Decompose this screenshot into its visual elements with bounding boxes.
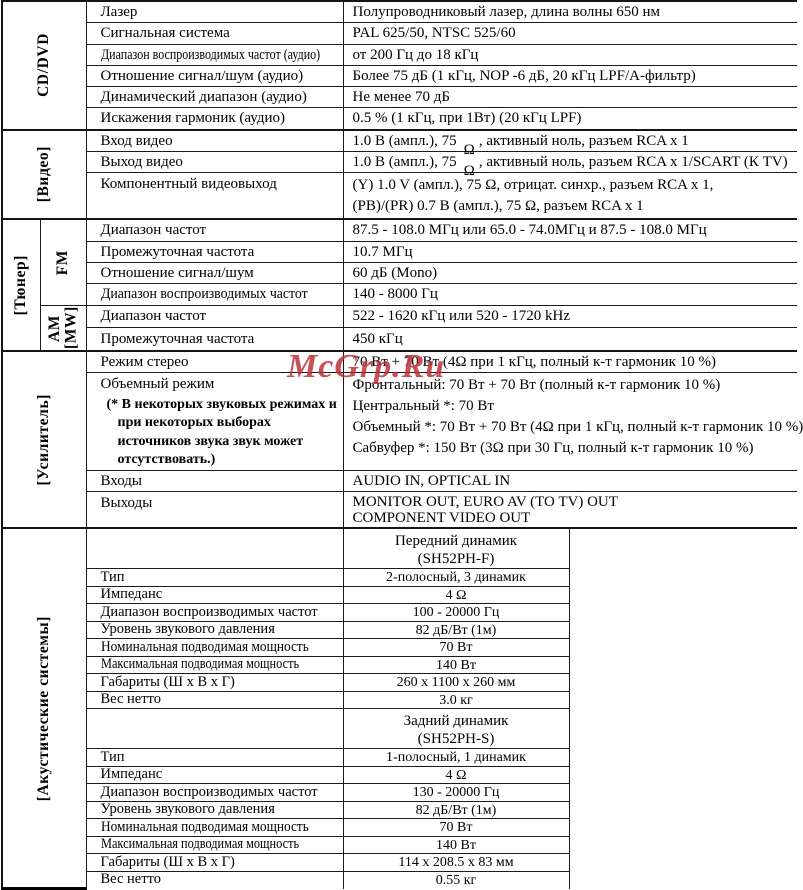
spec-value: Не менее 70 дБ (343, 87, 797, 108)
table-row (2, 784, 797, 802)
table-row (2, 219, 797, 241)
spec-value: 82 дБ/Вт (1м) (343, 622, 569, 639)
spec-param: Компонентный видеовыход (86, 173, 343, 220)
spec-param: Вход видео (86, 130, 343, 152)
spec-param: Импеданс (86, 587, 343, 604)
table-row (2, 87, 797, 108)
spec-value: Полупроводниковый лазер, длина волны 650 нм (343, 1, 797, 23)
spec-value: 2-полосный, 3 динамик (343, 569, 569, 587)
spec-param: Вес нетто (86, 872, 343, 889)
table-row (2, 305, 797, 327)
spec-value: 3.0 кг (343, 692, 569, 709)
spec-param: Выходы (86, 492, 343, 529)
spec-param: Уровень звукового давления (86, 622, 343, 639)
spec-value: 0.5 % (1 кГц, при 1Вт) (20 кГц LPF) (343, 108, 797, 130)
table-row (2, 44, 797, 65)
band-label-fm: FM (40, 219, 86, 305)
spec-value: 1.0 В (ампл.), 75Ω, активный ноль, разъем RCA x 1/SCART (К TV) (343, 152, 797, 173)
spec-value: 522 - 1620 кГц или 520 - 1720 kHz (343, 305, 797, 327)
spec-param: Тип (86, 749, 343, 767)
spec-param: Режим стерео (86, 351, 343, 373)
table-row (2, 262, 797, 283)
spec-param: Отношение сигнал/шум (аудио) (86, 65, 343, 86)
amplifier-note: (* В некоторых звуковых режимах и при некоторых выборах источников звука звук может отсутствовать.) (106, 397, 337, 467)
table-row (2, 709, 797, 749)
spec-param-empty (86, 709, 343, 749)
spec-value: 140 Вт (343, 837, 569, 854)
spec-value: 70 Вт (343, 819, 569, 837)
spec-value: 450 кГц (343, 328, 797, 351)
spec-param: Габариты (Ш x В x Г) (86, 674, 343, 692)
spec-value: 87.5 - 108.0 МГц или 65.0 - 74.0МГц и 87.5 - 108.0 МГц (343, 219, 797, 241)
spec-param: Габариты (Ш x В x Г) (86, 854, 343, 872)
spec-value: PAL 625/50, NTSC 525/60 (343, 23, 797, 44)
spec-param: Максимальная подводимая мощность (86, 657, 343, 674)
spec-value: AUDIO IN, OPTICAL IN (343, 470, 797, 491)
table-row (2, 152, 797, 173)
spec-value: от 200 Гц до 18 кГц (343, 44, 797, 65)
spec-param: Номинальная подводимая мощность (86, 639, 343, 657)
spec-param: Максимальная подводимая мощность (86, 837, 343, 854)
table-row (2, 622, 797, 639)
spec-value: 60 дБ (Mono) (343, 262, 797, 283)
table-row (2, 604, 797, 622)
spec-param: Выход видео (86, 152, 343, 173)
table-row (2, 657, 797, 674)
section-label-cd-dvd: CD/DVD (2, 1, 86, 130)
table-row (2, 569, 797, 587)
spec-param: Диапазон частот (86, 305, 343, 327)
spec-param: Диапазон частот (86, 219, 343, 241)
table-row (2, 674, 797, 692)
spec-param: Вес нетто (86, 692, 343, 709)
spec-table (1, 0, 803, 890)
spec-value: Более 75 дБ (1 кГц, NOP -6 дБ, 20 кГц LPF/А-фильтр) (343, 65, 797, 86)
spec-param: Искажения гармоник (аудио) (86, 108, 343, 130)
table-row (2, 872, 797, 889)
spec-param: Импеданс (86, 767, 343, 784)
spec-value: 10.7 МГц (343, 241, 797, 262)
spec-param-empty (86, 528, 343, 569)
spec-value: 0.55 кг (343, 872, 569, 889)
table-row (2, 328, 797, 351)
spec-param: Промежуточная частота (86, 241, 343, 262)
spec-value: 1.0 В (ампл.), 75Ω, активный ноль, разъем RCA x 1 (343, 130, 797, 152)
spec-value: 1-полосный, 1 динамик (343, 749, 569, 767)
ohm-symbol: Ω (463, 163, 475, 180)
spec-value: 70 Вт + 70 Вт (4Ω при 1 кГц, полный к-т гармоник 10 %) (343, 351, 797, 373)
spec-value: 140 Вт (343, 657, 569, 674)
table-row (2, 372, 797, 470)
watermark: McGrp.Ru (287, 348, 446, 385)
spec-param: Лазер (86, 1, 343, 23)
table-row (2, 470, 797, 491)
spec-value: (Y) 1.0 V (ампл.), 75 Ω, отрицат. синхр., разъем RCA x 1, (PB)/(PR) 0.7 В (ампл.), 75 Ω, разъем RCA x 1 (343, 173, 797, 220)
spec-value: 100 - 20000 Гц (343, 604, 569, 622)
spec-param: Отношение сигнал/шум (86, 262, 343, 283)
table-row (2, 130, 797, 152)
table-row (2, 65, 797, 86)
spec-param: Уровень звукового давления (86, 802, 343, 819)
speaker-header-rear: Задний динамик (SH52PH-S) (343, 709, 569, 749)
spec-value: 140 - 8000 Гц (343, 284, 797, 305)
table-row (2, 749, 797, 767)
spec-value: MONITOR OUT, EURO AV (TO TV) OUT COMPONENT VIDEO OUT (343, 492, 797, 529)
band-label-am-mw: AM [MW] (40, 305, 86, 351)
table-row (2, 767, 797, 784)
spec-value: 4 Ω (343, 587, 569, 604)
speaker-header-front: Передний динамик (SH52PH-F) (343, 528, 569, 569)
spec-value: 130 - 20000 Гц (343, 784, 569, 802)
spec-value: 260 x 1100 x 260 мм (343, 674, 569, 692)
spec-value: 82 дБ/Вт (1м) (343, 802, 569, 819)
table-row (2, 802, 797, 819)
spec-value: 114 x 208.5 x 83 мм (343, 854, 569, 872)
spacer (569, 528, 797, 569)
spec-param: Номинальная подводимая мощность (86, 819, 343, 837)
section-label-tuner: [Тюнер] (2, 219, 40, 350)
section-label-video: [Видео] (2, 130, 86, 220)
table-row (2, 854, 797, 872)
spec-param: Диапазон воспроизводимых частот (аудио) (86, 44, 343, 65)
spec-value: 4 Ω (343, 767, 569, 784)
table-row (2, 23, 797, 44)
spec-param: Динамический диапазон (аудио) (86, 87, 343, 108)
spec-param: Диапазон воспроизводимых частот (86, 784, 343, 802)
table-row (2, 1, 797, 23)
table-row (2, 587, 797, 604)
table-row (2, 173, 797, 220)
table-row (2, 241, 797, 262)
spec-param: Входы (86, 470, 343, 491)
spec-param: Сигнальная система (86, 23, 343, 44)
spec-param: Объемный режим (* В некоторых звуковых режимах и при некоторых выборах источников звука звук может отсутствовать.) (86, 372, 343, 470)
table-row (2, 492, 797, 529)
spec-param: Диапазон воспроизводимых частот (86, 284, 343, 305)
table-row (2, 837, 797, 854)
table-row (2, 692, 797, 709)
table-row (2, 819, 797, 837)
spec-param: Тип (86, 569, 343, 587)
section-label-speakers: [Акустические системы] (2, 528, 86, 889)
spec-param: Диапазон воспроизводимых частот (86, 604, 343, 622)
table-row (2, 351, 797, 373)
section-label-amplifier: [Усилитель] (2, 351, 86, 529)
table-row (2, 108, 797, 130)
ohm-symbol: Ω (463, 141, 475, 158)
table-row (2, 639, 797, 657)
table-row (2, 284, 797, 305)
spec-value: Фронтальный: 70 Вт + 70 Вт (полный к-т гармоник 10 %) Центральный *: 70 Вт Объемный *: 70 Вт + 70 Вт (4Ω при 1 кГц, полный к-т гармоник 10 %) Сабвуфер *: 150 Вт (3Ω при 30 Гц, полный к-т гармоник 10 %) (343, 372, 797, 470)
table-row (2, 528, 797, 569)
spec-value: 70 Вт (343, 639, 569, 657)
spec-param: Промежуточная частота (86, 328, 343, 351)
